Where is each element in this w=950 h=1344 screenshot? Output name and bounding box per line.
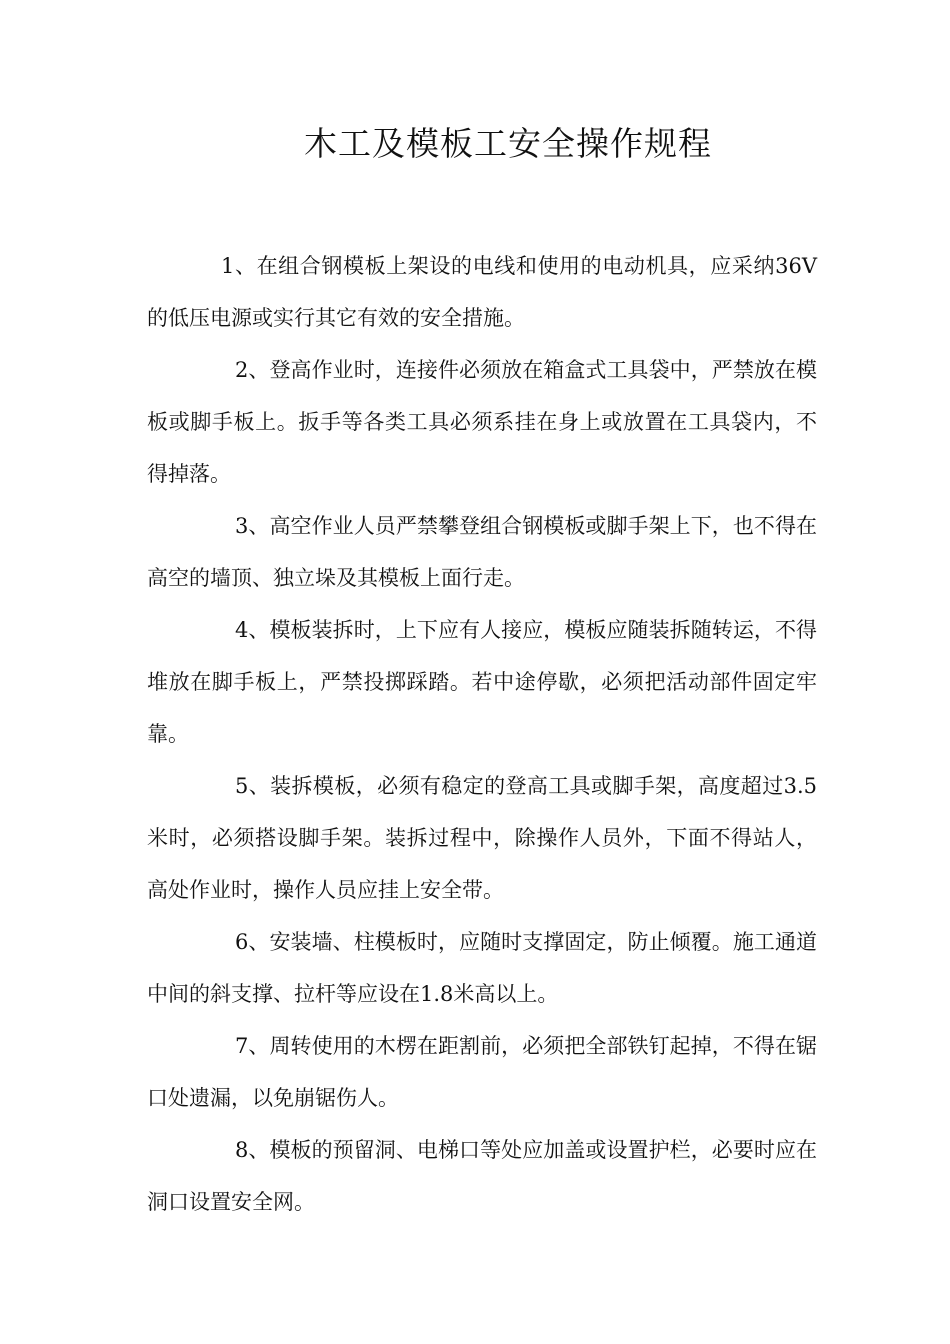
rule-paragraph-5: 5、装拆模板，必须有稳定的登高工具或脚手架，高度超过3.5米时，必须搭设脚手架。装拆过程中，除操作人员外，下面不得站人，高处作业时，操作人员应挂上安全带。 (147, 774, 817, 902)
document-title: 木工及模板工安全操作规程 (304, 124, 712, 163)
rule-paragraph-8: 8、模板的预留洞、电梯口等处应加盖或设置护栏，必要时应在洞口设置安全网。 (147, 1138, 817, 1214)
rule-paragraph-2: 2、登高作业时，连接件必须放在箱盒式工具袋中，严禁放在模板或脚手板上。扳手等各类工具必须系挂在身上或放置在工具袋内，不得掉落。 (147, 358, 817, 486)
rule-paragraph-7: 7、周转使用的木楞在距割前，必须把全部铁钉起掉，不得在锯口处遗漏，以免崩锯伤人。 (147, 1034, 817, 1110)
rule-paragraph-4: 4、模板装拆时，上下应有人接应，模板应随装拆随转运，不得堆放在脚手板上，严禁投掷踩踏。若中途停歇，必须把活动部件固定牢靠。 (147, 618, 817, 746)
rule-paragraph-3: 3、高空作业人员严禁攀登组合钢模板或脚手架上下，也不得在高空的墙顶、独立垛及其模板上面行走。 (147, 514, 817, 590)
document-body (147, 240, 817, 1228)
rule-paragraph-1: 1、在组合钢模板上架设的电线和使用的电动机具，应采纳36V的低压电源或实行其它有效的安全措施。 (147, 254, 817, 330)
rule-paragraph-6: 6、安装墙、柱模板时，应随时支撑固定，防止倾覆。施工通道中间的斜支撑、拉杆等应设在1.8米高以上。 (147, 930, 817, 1006)
